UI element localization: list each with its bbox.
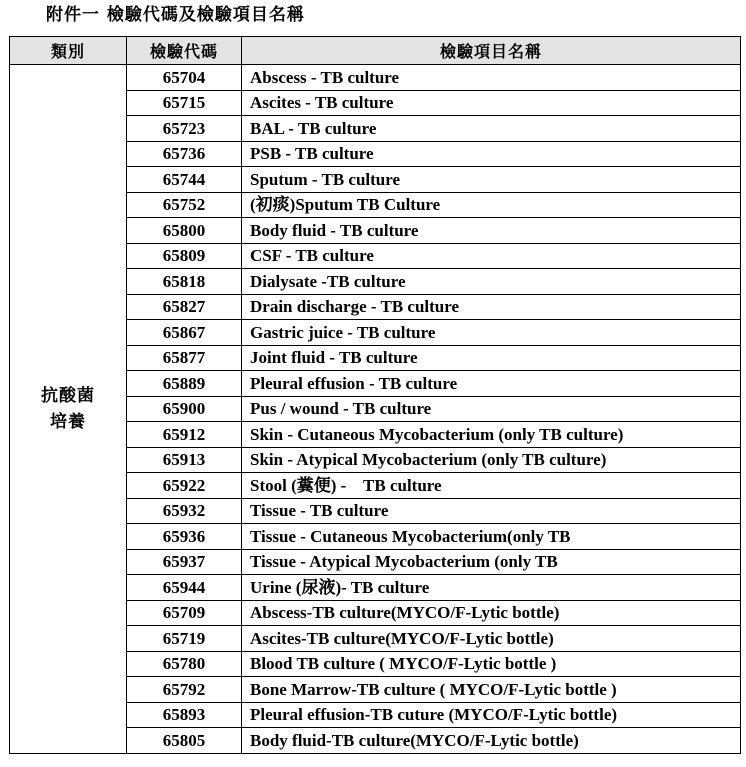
code-cell: 65913	[127, 447, 242, 473]
code-cell: 65709	[127, 600, 242, 626]
code-cell: 65912	[127, 422, 242, 448]
name-cell: Dialysate -TB culture	[242, 269, 741, 295]
name-cell: Drain discharge - TB culture	[242, 294, 741, 320]
name-cell: Abscess - TB culture	[242, 65, 741, 91]
category-cell	[10, 65, 127, 754]
code-cell: 65792	[127, 677, 242, 703]
name-cell: Tissue - Cutaneous Mycobacterium(only TB	[242, 524, 741, 550]
category-label-line1: 抗酸菌	[41, 385, 95, 406]
code-cell: 65944	[127, 575, 242, 601]
name-cell: Joint fluid - TB culture	[242, 345, 741, 371]
header-category: 類別	[10, 37, 127, 65]
name-cell: Blood TB culture ( MYCO/F-Lytic bottle )	[242, 651, 741, 677]
code-cell: 65827	[127, 294, 242, 320]
name-cell: (初痰)Sputum TB Culture	[242, 192, 741, 218]
name-cell: Urine (尿液)- TB culture	[242, 575, 741, 601]
name-cell: Skin - Atypical Mycobacterium (only TB culture)	[242, 447, 741, 473]
test-code-table	[9, 36, 741, 754]
name-cell: Body fluid - TB culture	[242, 218, 741, 244]
name-cell: Pleural effusion-TB cuture (MYCO/F-Lytic bottle)	[242, 702, 741, 728]
code-cell: 65936	[127, 524, 242, 550]
code-cell: 65877	[127, 345, 242, 371]
code-cell: 65922	[127, 473, 242, 499]
document-caption: 附件一 檢驗代碼及檢驗項目名稱	[46, 5, 305, 25]
code-cell: 65818	[127, 269, 242, 295]
code-cell: 65800	[127, 218, 242, 244]
code-cell: 65719	[127, 626, 242, 652]
table-row	[10, 65, 741, 91]
code-cell: 65900	[127, 396, 242, 422]
code-cell: 65715	[127, 90, 242, 116]
name-cell: Pleural effusion - TB culture	[242, 371, 741, 397]
name-cell: Ascites-TB culture(MYCO/F-Lytic bottle)	[242, 626, 741, 652]
code-cell: 65780	[127, 651, 242, 677]
code-cell: 65744	[127, 167, 242, 193]
name-cell: Body fluid-TB culture(MYCO/F-Lytic bottle)	[242, 728, 741, 754]
name-cell: Gastric juice - TB culture	[242, 320, 741, 346]
code-cell: 65889	[127, 371, 242, 397]
name-cell: BAL - TB culture	[242, 116, 741, 142]
header-code: 檢驗代碼	[127, 37, 242, 65]
code-cell: 65809	[127, 243, 242, 269]
name-cell: Tissue - TB culture	[242, 498, 741, 524]
name-cell: Bone Marrow-TB culture ( MYCO/F-Lytic bottle )	[242, 677, 741, 703]
code-cell: 65867	[127, 320, 242, 346]
name-cell: Skin - Cutaneous Mycobacterium (only TB culture)	[242, 422, 741, 448]
code-cell: 65704	[127, 65, 242, 91]
name-cell: PSB - TB culture	[242, 141, 741, 167]
name-cell: Abscess-TB culture(MYCO/F-Lytic bottle)	[242, 600, 741, 626]
code-cell: 65937	[127, 549, 242, 575]
category-label-line2: 培養	[50, 411, 86, 432]
name-cell: Tissue - Atypical Mycobacterium (only TB	[242, 549, 741, 575]
name-cell: CSF - TB culture	[242, 243, 741, 269]
code-cell: 65893	[127, 702, 242, 728]
name-cell: Stool (糞便) - TB culture	[242, 473, 741, 499]
table-header-row	[10, 37, 741, 65]
code-cell: 65932	[127, 498, 242, 524]
code-cell: 65805	[127, 728, 242, 754]
name-cell: Ascites - TB culture	[242, 90, 741, 116]
name-cell: Sputum - TB culture	[242, 167, 741, 193]
code-cell: 65752	[127, 192, 242, 218]
header-name: 檢驗項目名稱	[242, 37, 741, 65]
code-cell: 65723	[127, 116, 242, 142]
code-cell: 65736	[127, 141, 242, 167]
name-cell: Pus / wound - TB culture	[242, 396, 741, 422]
